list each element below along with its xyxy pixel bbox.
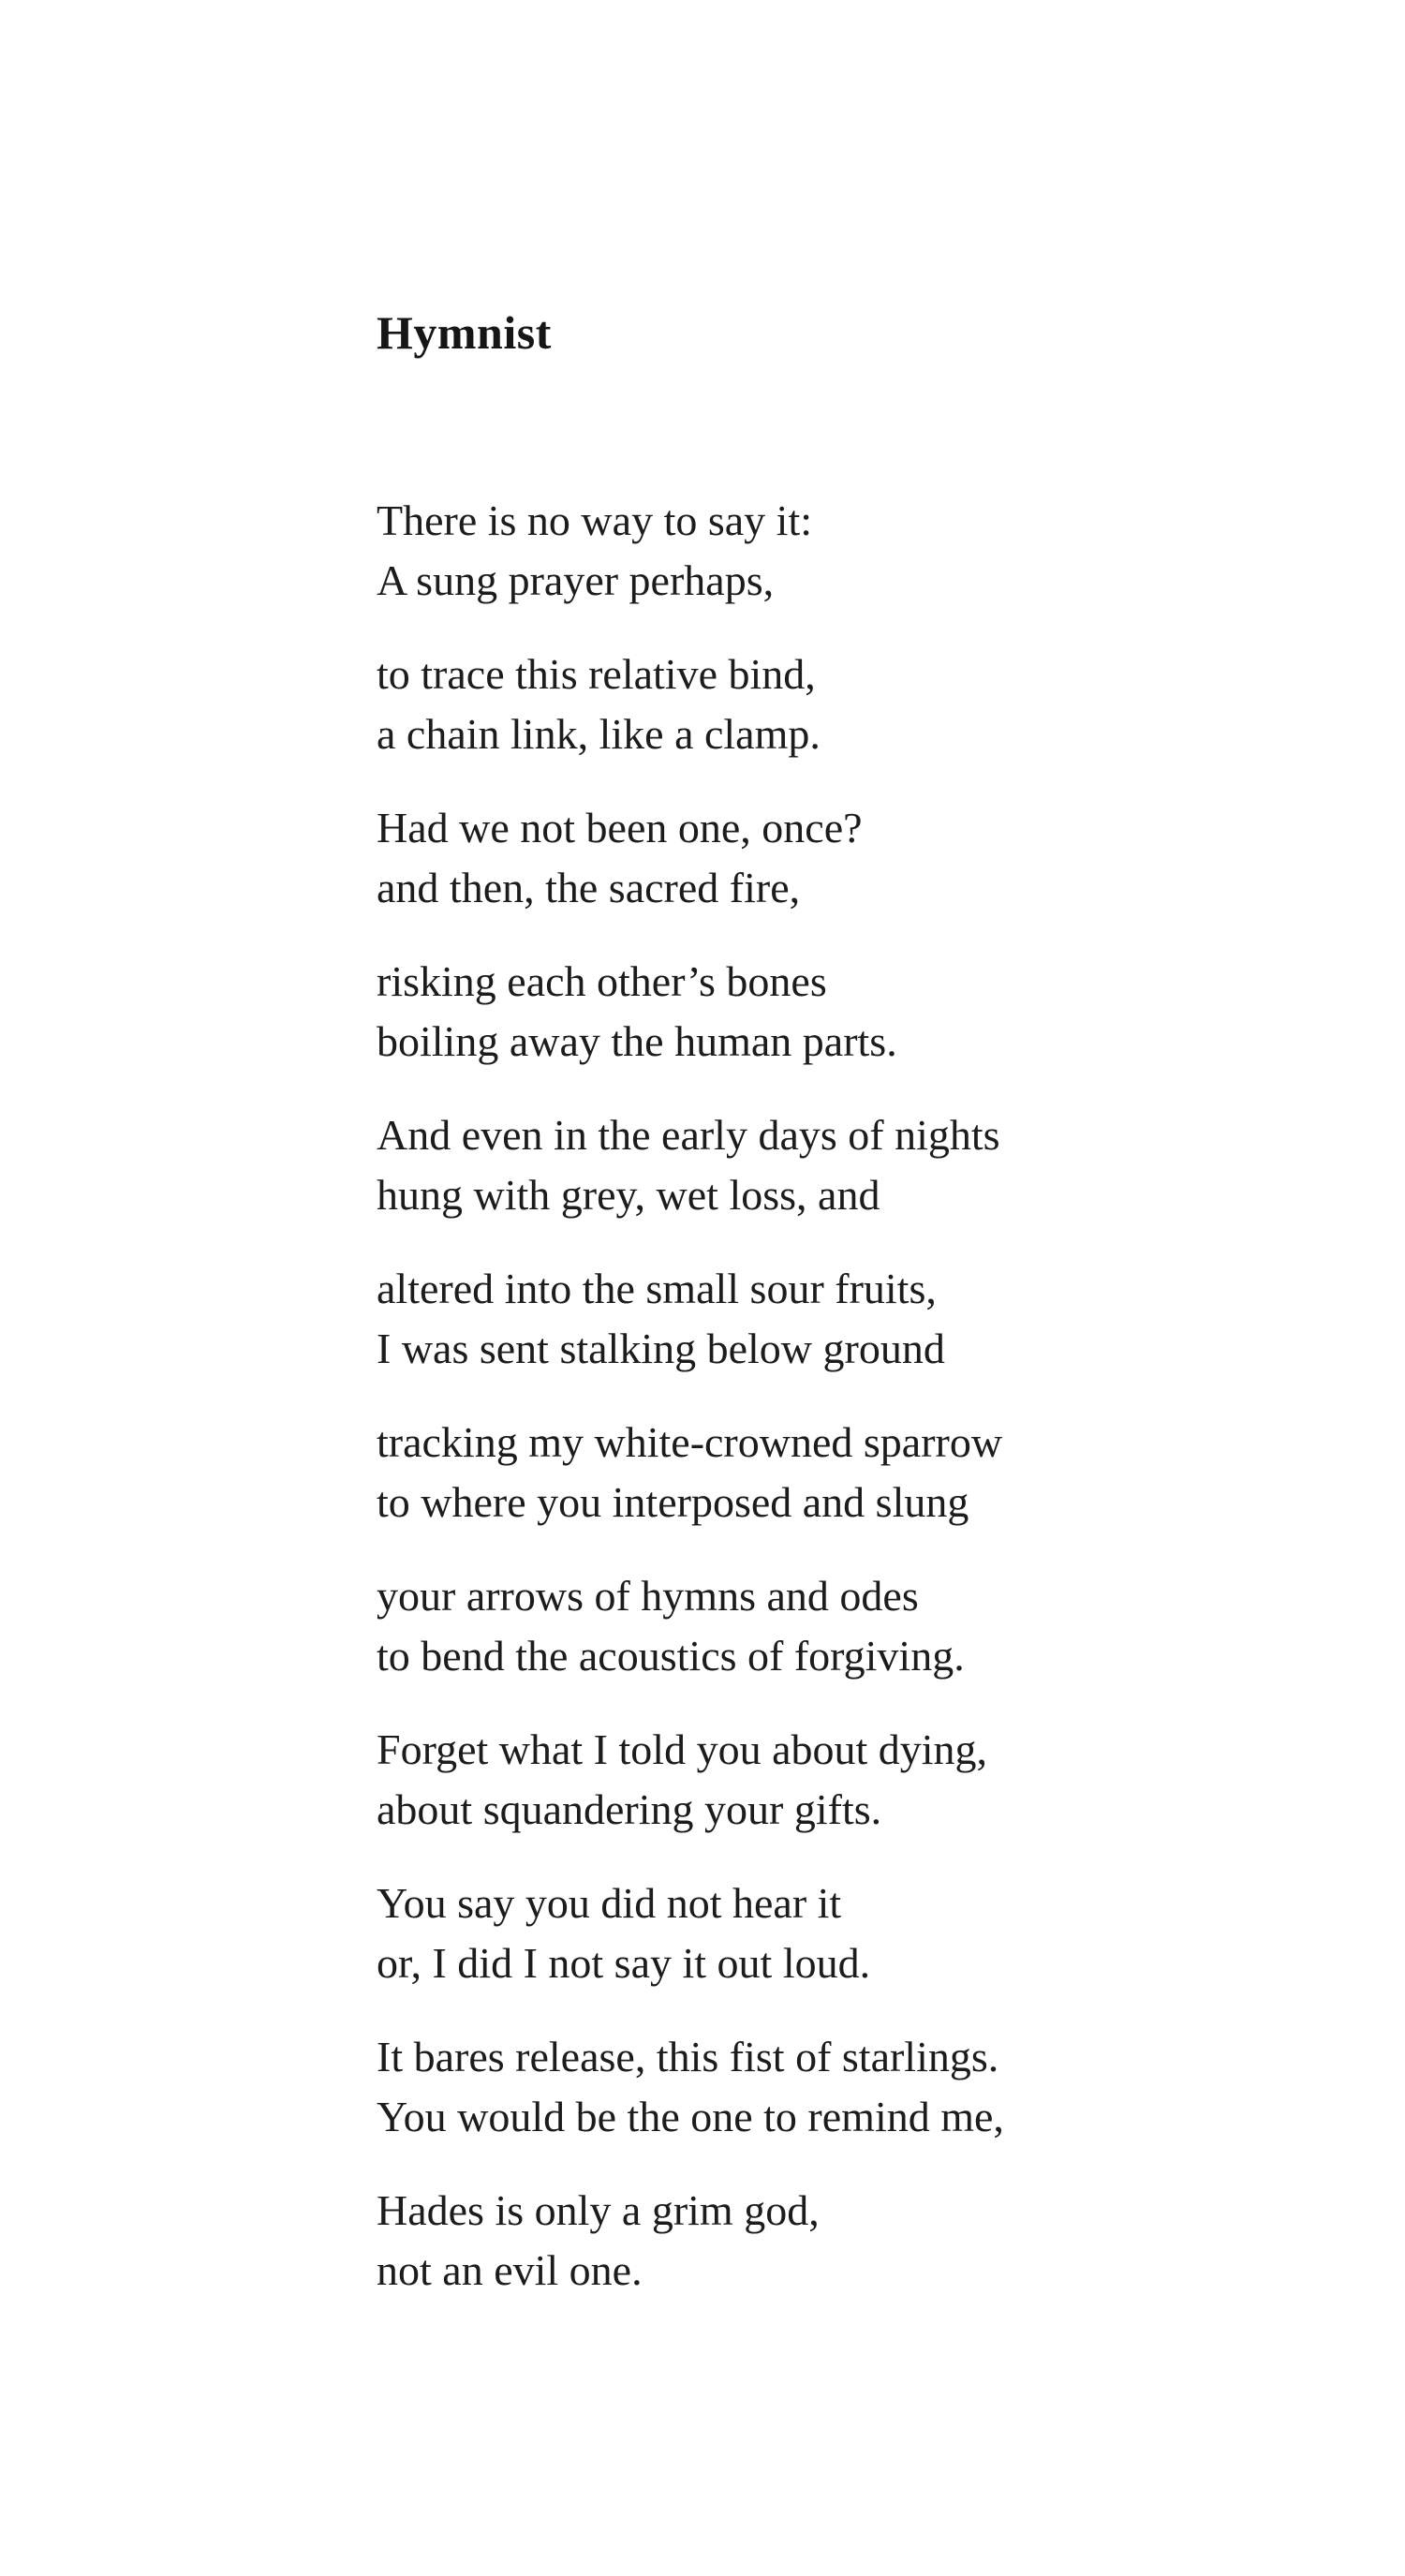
poem-line: Hades is only a grim god, [377,2186,820,2234]
poem-line: your arrows of hymns and odes [377,1572,919,1620]
stanza [377,1873,1088,1993]
stanza [377,2181,1088,2301]
poem-line: It bares release, this fist of starlings. [377,2033,999,2080]
poem-body [377,491,1088,2334]
poem-line: a chain link, like a clamp. [377,710,821,758]
poem-title: Hymnist [377,306,552,359]
poem-line: Forget what I told you about dying, [377,1725,988,1773]
stanza [377,1720,1088,1840]
poem-line: risking each other’s bones [377,957,827,1005]
poem-line: not an evil one. [377,2246,643,2294]
poem-line: You would be the one to remind me, [377,2093,1004,2140]
poem-line: boiling away the human parts. [377,1017,897,1065]
stanza [377,1105,1088,1225]
poem-line: about squandering your gifts. [377,1785,882,1833]
poem-line: to where you interposed and slung [377,1478,969,1526]
poem-line: or, I did I not say it out loud. [377,1939,871,1987]
stanza [377,644,1088,764]
poem-line: hung with grey, wet loss, and [377,1171,880,1219]
stanza [377,2027,1088,2147]
stanza [377,798,1088,918]
stanza [377,1566,1088,1686]
poem-line: to bend the acoustics of forgiving. [377,1632,965,1680]
poem-line: There is no way to say it: [377,496,813,544]
stanza [377,1259,1088,1379]
poem-line: A sung prayer perhaps, [377,556,775,604]
poem-line: altered into the small sour fruits, [377,1265,937,1312]
stanza [377,491,1088,611]
poem-line: and then, the sacred fire, [377,864,801,911]
poem-line: to trace this relative bind, [377,650,816,698]
poem-line: You say you did not hear it [377,1879,842,1927]
poem-line: Had we not been one, once? [377,804,863,851]
stanza [377,1413,1088,1532]
poem-line: tracking my white-crowned sparrow [377,1418,1003,1466]
poem-line: I was sent stalking below ground [377,1325,945,1372]
poem-line: And even in the early days of nights [377,1111,1000,1159]
stanza [377,952,1088,1072]
